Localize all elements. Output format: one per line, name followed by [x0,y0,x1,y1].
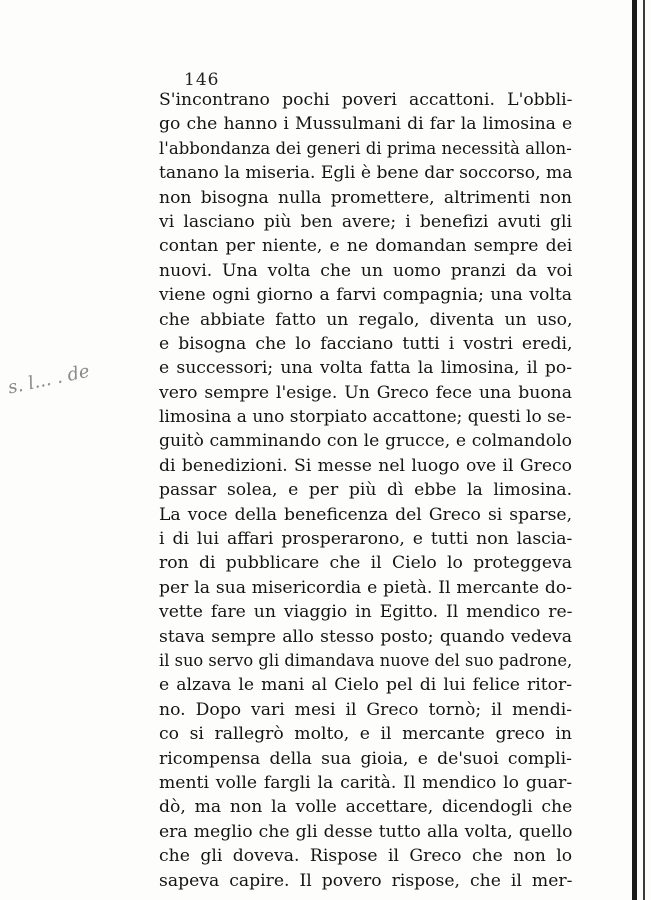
text-line: e alzava le mani al Cielo pel di lui felice ritor- [159,675,572,696]
text-line: era meglio che gli desse tutto alla volta, quello [159,821,573,842]
text-line: nuovi. Una volta che un uomo pranzi da voi [159,260,573,281]
text-line: i di lui affari prosperarono, e tutti non lascia- [159,529,573,550]
text-line: il suo servo gli dimandava nuove del suo padrone, [159,650,573,671]
text-line: menti volle fargli la carità. Il mendico lo guar- [159,772,573,793]
text-line: go che hanno i Mussulmani di far la limosina e [159,114,573,135]
text-line: passar solea, e per più dì ebbe la limosina. [159,480,573,501]
text-line: vero sempre l'esige. Un Greco fece una buona [159,382,572,403]
text-line: e bisogna che lo facciano tutti i vostri eredi, [159,333,573,354]
text-line: per la sua misericordia e pietà. Il mercante do- [159,577,573,598]
text-line: limosina a uno storpiato accattone; questi lo se- [159,407,572,428]
text-line: dò, ma non la volle accettare, dicendogli che [159,797,573,818]
page-edge-line [643,0,645,900]
page-edge-shadow [632,0,637,900]
text-line: l'abbondanza dei generi di prima necessità allon- [159,138,572,159]
text-line: che abbiate fatto un regalo, diventa un uso, [159,309,573,330]
text-line: S'incontrano pochi poveri accattoni. L'obbli- [159,90,573,110]
text-line: stava sempre allo stesso posto; quando vedeva [159,626,572,647]
text-line: no. Dopo vari mesi il Greco tornò; il mendi- [159,699,572,720]
page-number: 146 [184,70,220,90]
text-line: guitò camminando con le grucce, e colmandolo [159,431,572,452]
text-line: che gli doveva. Rispose il Greco che non lo [159,846,573,867]
handwritten-margin-note: s. l... . de [6,360,92,399]
text-line: ron di pubblicare che il Cielo lo proteggeva [159,553,572,574]
text-line: non bisogna nulla promettere, altrimenti non [159,187,572,208]
text-line: contan per niente, e ne domandan sempre dei [159,236,573,257]
body-text [159,88,572,893]
text-line: tanano la miseria. Egli è bene dar soccorso, ma [159,163,573,184]
text-line: e successori; una volta fatta la limosina, il po- [159,358,573,379]
text-line: vette fare un viaggio in Egitto. Il mendico re- [159,602,573,623]
text-line: co si rallegrò molto, e il mercante greco in [159,724,572,745]
text-line: vi lasciano più ben avere; i benefizi avuti gli [159,211,572,232]
text-line: ricompensa della sua gioia, e de'suoi compli- [159,748,572,769]
text-line: di benedizioni. Si messe nel luogo ove il Greco [159,455,572,476]
text-line: viene ogni giorno a farvi compagnia; una volta [159,285,572,306]
text-line: sapeva capire. Il povero rispose, che il mer- [159,870,573,891]
text-line: La voce della beneficenza del Greco si sparse, [159,504,573,525]
